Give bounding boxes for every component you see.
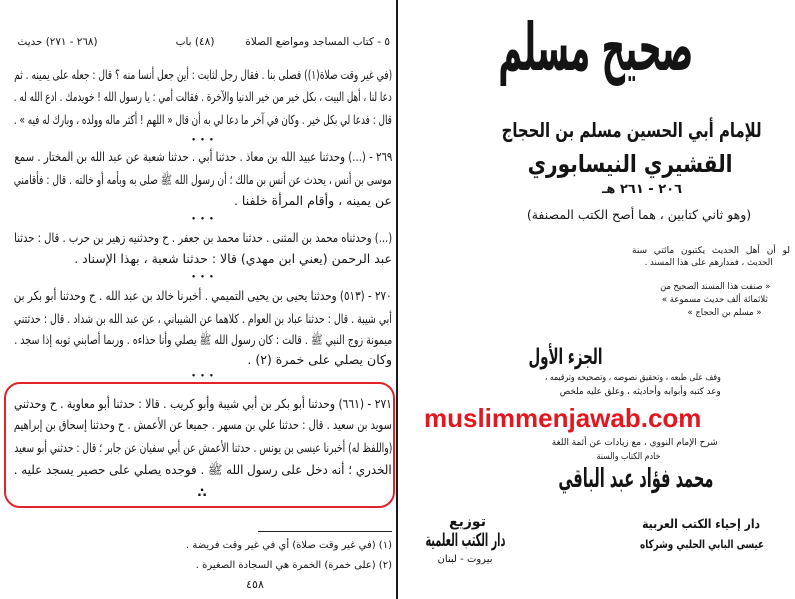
hadith-line	[14, 287, 392, 305]
footnote	[150, 539, 392, 553]
distributor-name-text: دار الكتب العلمية	[425, 530, 505, 551]
volume-label	[528, 344, 602, 372]
book-title	[498, 6, 693, 90]
editor-credit-text: شرح الإمام النووي ، مع زيادات عن أئمة اللغة	[552, 438, 718, 448]
hadith-line	[14, 148, 392, 166]
author-nisba-text: القشيري النيسابوري	[528, 150, 733, 178]
editor-name-text: محمد فؤاد عبد الباقي	[557, 464, 713, 494]
line-text: ميمونة زوج النبي ﷺ . قالت : كان رسول الله ﷺ يصلي وأنا حذاءه . وربما أصابني ثوبه إذا سجد .	[14, 332, 392, 347]
hadith-line	[14, 111, 392, 129]
highlighted-hadith-line	[14, 395, 392, 413]
page-header-hadith-range	[18, 34, 98, 50]
distributor-label-text: توزيع	[449, 514, 486, 530]
book-subtitle-text: (وهو ثاني كتابين ، هما أصح الكتب المصنفة)	[526, 207, 752, 222]
line-text: (واللفظ له) أخبرنا عيسى بن يونس . حدثنا الأعمش عن أبي سفيان عن جابر ؛ قال : حدثني أبو سعيد	[14, 440, 392, 455]
author-nisba	[528, 148, 733, 180]
hadith-line	[14, 310, 392, 328]
hadith-line	[14, 171, 392, 189]
hadith-line	[14, 331, 392, 349]
footnote-text: (١) (في غير وقت صلاة) أي في غير وقت فريضة .	[186, 540, 392, 551]
hadith-separator	[14, 271, 392, 283]
line-text: قال : فدعا لي بكل خير . وكان في آخر ما دعا لي به أن قال « اللهم ! أكثر ماله وولده ، وبارك له فيه » .	[14, 112, 392, 127]
line-text: (...) وحدثناه محمد بن المثنى . حدثنا محمد بن جعفر . ح وحدثنيه زهير بن حرب . قال : حدثنا	[14, 230, 392, 245]
line-text: دعا لنا ، أهل البيت ، بكل خير من خير الدنيا والآخرة . فقالت أمي : يا رسول الله ! خويدمك . ادع الله له .	[14, 89, 392, 104]
line-text: أبي شيبة . قال : حدثنا عباد بن العوام . كلاهما عن الشيباني ، عن عبد الله بن شداد . قال : حدثتني	[14, 311, 392, 326]
hadith-line	[14, 229, 392, 247]
distributor-city-text: بيروت - لبنان	[437, 554, 493, 565]
end-ornament-glyph: ∴	[197, 486, 207, 501]
author-name-text: للإمام أبي الحسين مسلم بن الحجاج	[501, 118, 762, 142]
separator-dots: • • •	[191, 372, 215, 380]
separator-dots: • • •	[191, 215, 215, 223]
header-range-text: (٢٦٨ - ٢٧١) حديث	[18, 36, 98, 48]
hadith-separator	[14, 213, 392, 225]
editor-credit-text: وقف على طبعه ، وتحقيق نصوصه ، وتصحيحه وترقيمه ،	[545, 373, 721, 383]
line-text: ٢٧٠ - (٥١٣) وحدثنا يحيى بن يحيى التميمي . أخبرنا خالد بن عبد الله . ح وحدثنا أبو بكر بن	[14, 288, 392, 303]
footnote-text: (٢) (على خمرة) الخمرة هي السجادة الصغيرة .	[195, 560, 392, 571]
editor-credit-line	[552, 437, 718, 449]
page-header-bab	[160, 34, 230, 50]
distributor-city	[432, 553, 498, 567]
editor-credit-text: وعد كتبه وأبوابه وأحاديثه ، وعلق عليه ملخص	[560, 387, 721, 397]
footnote	[150, 559, 392, 573]
highlighted-hadith-line	[14, 439, 392, 457]
author-dates	[596, 181, 688, 199]
highlighted-hadith-line	[14, 461, 392, 479]
hadith-line	[14, 88, 392, 106]
volume-label-text: الجزء الأول	[528, 345, 602, 370]
author-name	[502, 116, 762, 144]
line-text: ٢٦٩ - (...) وحدثنا عبيد الله بن معاذ . حدثنا أبي . حدثنا شعبة عن عبد الله بن المختار . سمع	[14, 149, 392, 164]
watermark-text: muslimmenjawab.com	[424, 403, 702, 433]
book-subtitle	[518, 206, 760, 224]
hadith-line	[14, 192, 392, 210]
book-title-text: صحيح مسلم	[498, 9, 693, 86]
separator-dots: • • •	[191, 273, 215, 281]
quote-text: ثلاثمائة ألف حديث مسموعة »	[661, 295, 768, 305]
quote-text: لو أن أهل الحديث يكتبون مائتي سنة	[632, 246, 790, 256]
quote-text: « مسلم بن الحجاج »	[687, 308, 762, 318]
book-spine	[396, 0, 398, 599]
hadith-line	[14, 351, 392, 369]
publisher-name	[642, 515, 760, 533]
page-number-text: ٤٥٨	[246, 578, 264, 591]
line-text: عن يمينه ، وأقام المرأة خلفنا .	[233, 193, 392, 208]
author-dates-text: ٢٠٦ - ٢٦١ هـ	[601, 182, 683, 197]
quote-text: الحديث ، فمدارهم على هذا المسند .	[645, 258, 773, 268]
imam-quote-line	[662, 294, 768, 306]
page-number	[238, 578, 272, 592]
line-text: عبد الرحمن (يعني ابن مهدي) قالا : حدثنا شعبة ، بهذا الإسناد .	[74, 251, 392, 266]
hadith-separator	[14, 134, 392, 146]
header-bab-text: (٤٨) باب	[175, 36, 215, 48]
line-text: وكان يصلي على خمرة (٢) .	[247, 352, 392, 367]
line-text: موسى بن أنس ، يحدث عن أنس بن مالك ؛ أن رسول الله ﷺ صلى به وبأمه أو خالته . قال : فأقامني	[14, 172, 392, 187]
publisher-owner	[640, 536, 764, 552]
editor-credit-line	[560, 386, 721, 398]
line-text: الخدري ؛ أنه دخل على رسول الله ﷺ . فوجده يصلي على حصير يسجد عليه .	[14, 462, 392, 477]
distributor-name	[425, 530, 505, 552]
imam-quote-line	[660, 281, 770, 293]
hadith-line	[14, 250, 392, 268]
imam-quote-line	[688, 307, 762, 319]
quote-text: « صنفت هذا المسند الصحيح من	[660, 282, 770, 292]
line-text: ٢٧١ - (٦٦١) وحدثنا أبو بكر بن أبي شيبة وأبو كريب . قالا : حدثنا أبو معاوية . ح وحدثني	[14, 396, 392, 411]
editor-name	[558, 462, 713, 496]
line-text: سويد بن سعيد . قال : حدثنا علي بن مسهر . جميعا عن الأعمش . ح وحدثنا إسحاق بن إبراهيم	[14, 417, 392, 432]
header-chapter-text: ٥ - كتاب المساجد ومواضع الصلاة	[245, 36, 390, 48]
page-header-chapter	[245, 34, 390, 50]
hadith-separator	[14, 370, 392, 382]
highlighted-hadith-line	[14, 416, 392, 434]
footnote-rule	[258, 531, 392, 532]
line-text: (في غير وقت صلاة(١)) فصلى بنا . فقال رجل لثابت : أين جعل أنسا منه ؟ قال : جعله على يمينه . ثم	[14, 67, 392, 82]
editor-title-text: خادم الكتاب والسنة	[595, 452, 660, 462]
distributor-label	[440, 513, 495, 531]
separator-dots: • • •	[191, 136, 215, 144]
publisher-name-text: دار إحياء الكتب العربية	[641, 516, 760, 531]
imam-quote-line	[632, 245, 790, 257]
imam-quote-line	[645, 257, 773, 269]
hadith-line	[14, 66, 392, 84]
publisher-owner-text: عيسى البابي الحلبي وشركاه	[639, 537, 764, 551]
end-ornament	[180, 486, 224, 502]
editor-credit-line	[545, 372, 721, 384]
